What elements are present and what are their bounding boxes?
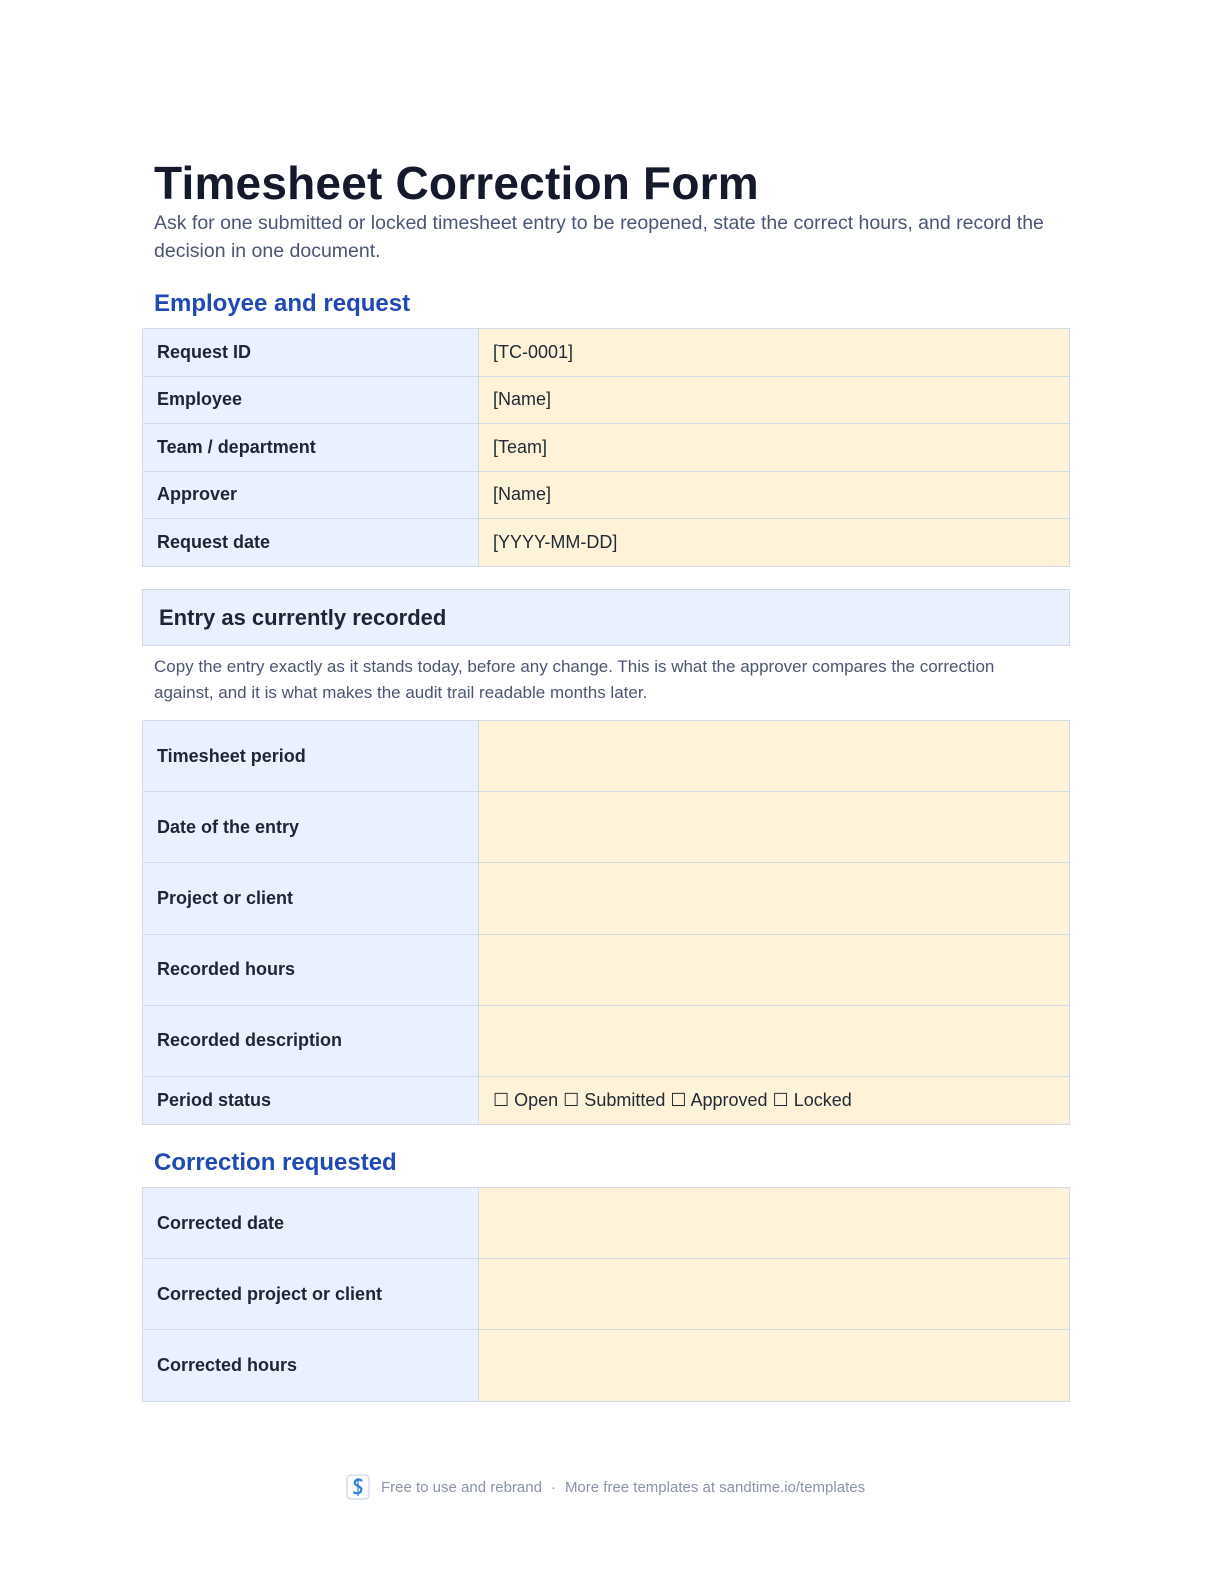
table-row bbox=[143, 376, 1070, 424]
footer-license-text: Free to use and rebrand bbox=[381, 1478, 542, 1496]
row-label: Corrected hours bbox=[143, 1330, 479, 1401]
corrected-hours-field[interactable] bbox=[479, 1330, 1070, 1401]
correction-table bbox=[142, 1187, 1070, 1402]
recorded-description-field[interactable] bbox=[479, 1005, 1070, 1076]
row-label: Period status bbox=[143, 1076, 479, 1124]
row-label: Project or client bbox=[143, 863, 479, 934]
page-subtitle: Ask for one submitted or locked timesheet entry to be reopened, state the correct hours, and record the decision in one document. bbox=[154, 212, 1044, 262]
row-label: Recorded hours bbox=[143, 934, 479, 1005]
table-row bbox=[143, 471, 1070, 519]
row-label: Approver bbox=[143, 471, 479, 519]
sandtime-logo-icon bbox=[346, 1474, 370, 1500]
row-label: Request date bbox=[143, 519, 479, 567]
section-heading-current-entry: Entry as currently recorded bbox=[159, 605, 447, 630]
section-band-current-entry bbox=[142, 589, 1070, 646]
table-row bbox=[143, 1076, 1070, 1124]
table-row bbox=[143, 863, 1070, 934]
corrected-project-field[interactable] bbox=[479, 1259, 1070, 1330]
employee-field[interactable]: [Name] bbox=[479, 376, 1070, 424]
row-label: Corrected project or client bbox=[143, 1259, 479, 1330]
table-row bbox=[143, 1259, 1070, 1330]
row-label: Timesheet period bbox=[143, 721, 479, 792]
period-status-checkboxes[interactable]: ☐ Open ☐ Submitted ☐ Approved ☐ Locked bbox=[479, 1076, 1070, 1124]
project-client-field[interactable] bbox=[479, 863, 1070, 934]
team-department-field[interactable]: [Team] bbox=[479, 424, 1070, 472]
footer-separator: · bbox=[550, 1478, 556, 1496]
table-row bbox=[143, 934, 1070, 1005]
employee-request-table bbox=[142, 328, 1070, 567]
page-title: Timesheet Correction Form bbox=[154, 157, 759, 209]
table-row bbox=[143, 792, 1070, 863]
table-row bbox=[143, 1188, 1070, 1259]
entry-date-field[interactable] bbox=[479, 792, 1070, 863]
recorded-hours-field[interactable] bbox=[479, 934, 1070, 1005]
timesheet-period-field[interactable] bbox=[479, 721, 1070, 792]
table-row bbox=[143, 424, 1070, 472]
row-label: Corrected date bbox=[143, 1188, 479, 1259]
row-label: Employee bbox=[143, 376, 479, 424]
section-heading-correction: Correction requested bbox=[154, 1149, 397, 1176]
footer-templates-link[interactable]: More free templates at sandtime.io/templates bbox=[564, 1478, 866, 1496]
row-label: Request ID bbox=[143, 329, 479, 377]
page-footer bbox=[346, 1474, 865, 1500]
corrected-date-field[interactable] bbox=[479, 1188, 1070, 1259]
row-label: Team / department bbox=[143, 424, 479, 472]
current-entry-table bbox=[142, 720, 1070, 1125]
table-row bbox=[143, 1330, 1070, 1401]
section-note: Copy the entry exactly as it stands today, before any change. This is what the approver compares the correction against, and it is what makes the audit trail readable months later. bbox=[154, 657, 995, 702]
row-label: Date of the entry bbox=[143, 792, 479, 863]
section-heading-employee-request: Employee and request bbox=[154, 290, 411, 317]
table-row bbox=[143, 329, 1070, 377]
approver-field[interactable]: [Name] bbox=[479, 471, 1070, 519]
request-date-field[interactable]: [YYYY-MM-DD] bbox=[479, 519, 1070, 567]
table-row bbox=[143, 721, 1070, 792]
request-id-field[interactable]: [TC-0001] bbox=[479, 329, 1070, 377]
row-label: Recorded description bbox=[143, 1005, 479, 1076]
table-row bbox=[143, 1005, 1070, 1076]
table-row bbox=[143, 519, 1070, 567]
